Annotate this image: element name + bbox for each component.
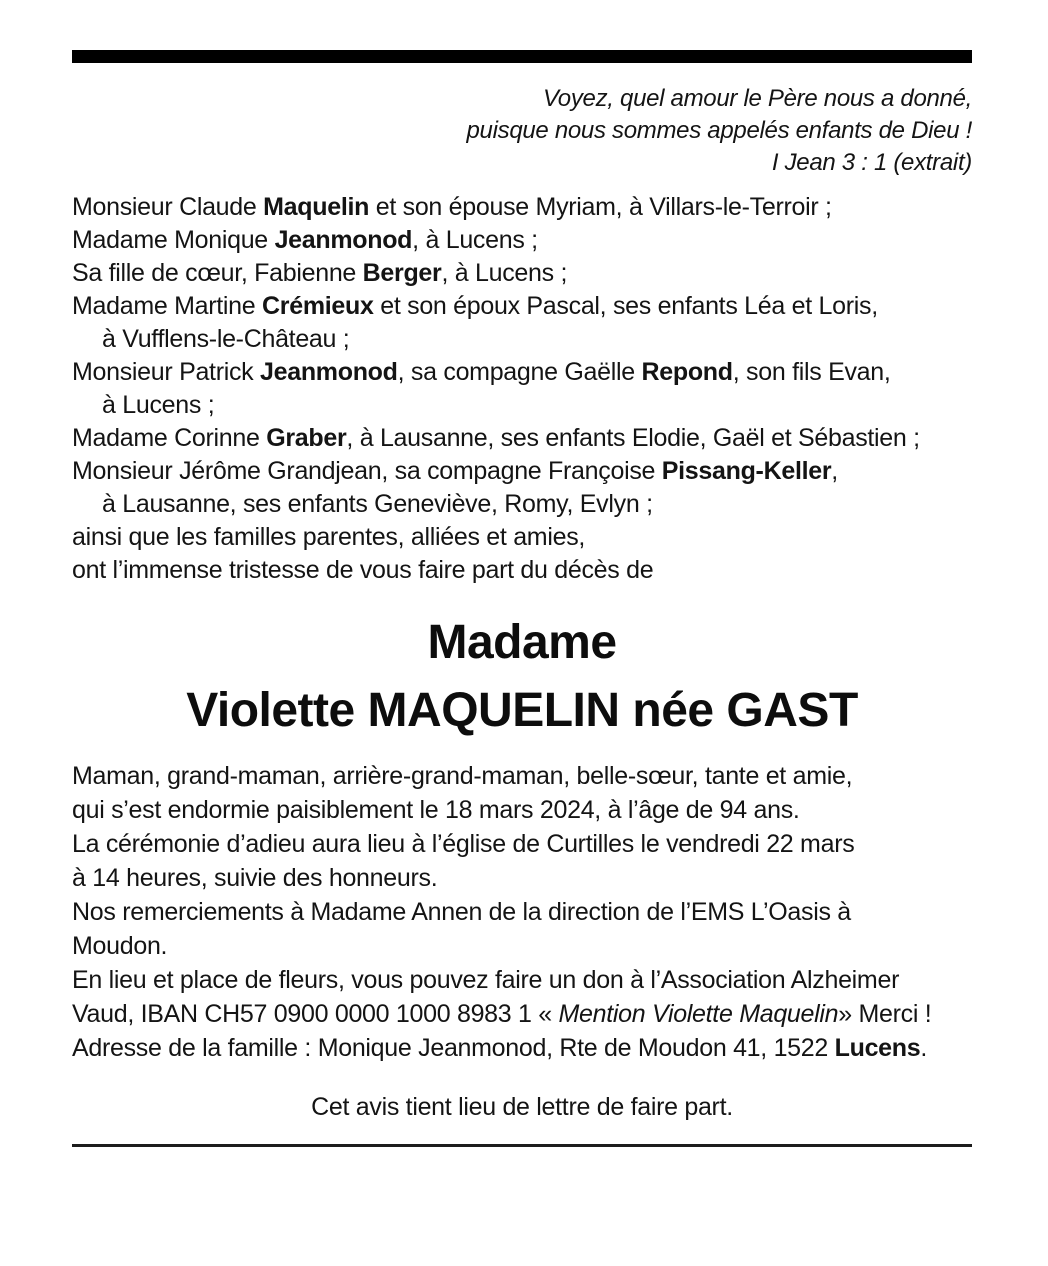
text-segment: , — [831, 457, 838, 485]
body-line — [72, 997, 972, 1031]
text-segment: Adresse de la famille : Monique Jeanmonod, Rte de Moudon 41, 1522 — [72, 1034, 835, 1062]
text-segment: Berger — [362, 259, 442, 287]
body-line — [72, 1031, 972, 1065]
text-segment: Madame Monique — [72, 226, 275, 254]
text-segment: La cérémonie d’adieu aura lieu à l’église de Curtilles le vendredi 22 mars — [72, 830, 855, 858]
notice-body — [72, 759, 972, 1065]
text-segment: qui s’est endormie paisiblement le 18 mars 2024, à l’âge de 94 ans. — [72, 796, 800, 824]
text-segment: , sa compagne Gaëlle — [397, 358, 642, 386]
text-segment: Maman, grand-maman, arrière-grand-maman, belle-sœur, tante et amie, — [72, 762, 853, 790]
bottom-rule — [72, 1144, 972, 1147]
text-segment: Moudon. — [72, 932, 168, 960]
text-segment: , à Lucens ; — [412, 226, 538, 254]
text-segment: à Lausanne, ses enfants Geneviève, Romy, Evlyn ; — [102, 490, 653, 518]
text-segment: et son époux Pascal, ses enfants Léa et Loris, — [373, 292, 878, 320]
text-segment: Repond — [641, 358, 733, 386]
text-segment: Pissang-Keller — [661, 457, 832, 485]
text-segment: Madame Corinne — [72, 424, 267, 452]
family-line — [72, 554, 972, 587]
text-segment: . — [920, 1034, 928, 1062]
body-line — [72, 793, 972, 827]
text-segment: Nos remerciements à Madame Annen de la direction de l’EMS L’Oasis à — [72, 898, 851, 926]
closing-note: Cet avis tient lieu de lettre de faire part. — [311, 1093, 733, 1121]
body-line — [72, 827, 972, 861]
family-line — [72, 191, 972, 224]
text-segment: Vaud, IBAN CH57 0900 0000 1000 8983 1 « — [72, 1000, 559, 1028]
quote-line — [72, 115, 972, 147]
family-line — [72, 422, 972, 455]
scripture-quote — [72, 83, 972, 179]
text-segment: Monsieur Jérôme Grandjean, sa compagne Françoise — [72, 457, 662, 485]
family-line — [72, 389, 972, 422]
family-line — [72, 455, 972, 488]
body-line — [72, 895, 972, 929]
body-line — [72, 929, 972, 963]
text-segment: , son fils Evan, — [732, 358, 891, 386]
text-segment: Mention Violette Maquelin — [558, 1000, 839, 1028]
text-segment: , à Lucens ; — [441, 259, 568, 287]
text-segment: à Lucens ; — [102, 391, 215, 419]
text-segment: Monsieur Patrick — [72, 358, 261, 386]
text-segment: Madame Martine — [72, 292, 263, 320]
text-segment: Monsieur Claude — [72, 193, 264, 221]
body-line — [72, 963, 972, 997]
text-segment: , à Lausanne, ses enfants Elodie, Gaël et Sébastien ; — [346, 424, 920, 452]
deceased-title — [72, 609, 972, 745]
quote-line — [72, 83, 972, 115]
text-segment: ainsi que les familles parentes, alliées et amies, — [72, 523, 586, 551]
text-segment: Crémieux — [262, 292, 374, 320]
family-line — [72, 521, 972, 554]
text-segment: I Jean 3 : 1 (extrait) — [771, 149, 972, 176]
title-line-madame: Madame — [427, 616, 617, 669]
quote-line — [72, 147, 972, 179]
text-segment: à 14 heures, suivie des honneurs. — [72, 864, 438, 892]
text-segment: Sa fille de cœur, Fabienne — [72, 259, 363, 287]
death-notice — [0, 50, 1048, 1147]
text-segment: à Vufflens-le-Château ; — [102, 325, 350, 353]
text-segment: puisque nous sommes appelés enfants de Dieu ! — [466, 117, 972, 144]
text-segment: ont l’immense tristesse de vous faire part du décès de — [72, 556, 654, 584]
family-line — [72, 257, 972, 290]
text-segment: En lieu et place de fleurs, vous pouvez faire un don à l’Association Alzheimer — [72, 966, 900, 994]
text-segment: Jeanmonod — [274, 226, 413, 254]
text-segment: Maquelin — [263, 193, 370, 221]
body-line — [72, 759, 972, 793]
body-line — [72, 861, 972, 895]
family-line — [72, 488, 972, 521]
family-line — [72, 356, 972, 389]
title-line-name: Violette MAQUELIN née GAST — [186, 684, 858, 737]
text-segment: Jeanmonod — [260, 358, 398, 386]
family-announcement-list — [72, 191, 972, 587]
text-segment: » Merci ! — [838, 1000, 932, 1028]
top-bar — [72, 50, 972, 63]
text-segment: Lucens — [834, 1034, 921, 1062]
family-line — [72, 290, 972, 323]
text-segment: Graber — [266, 424, 347, 452]
text-segment: Voyez, quel amour le Père nous a donné, — [542, 85, 972, 112]
family-line — [72, 224, 972, 257]
family-line — [72, 323, 972, 356]
text-segment: et son épouse Myriam, à Villars-le-Terroir ; — [369, 193, 832, 221]
